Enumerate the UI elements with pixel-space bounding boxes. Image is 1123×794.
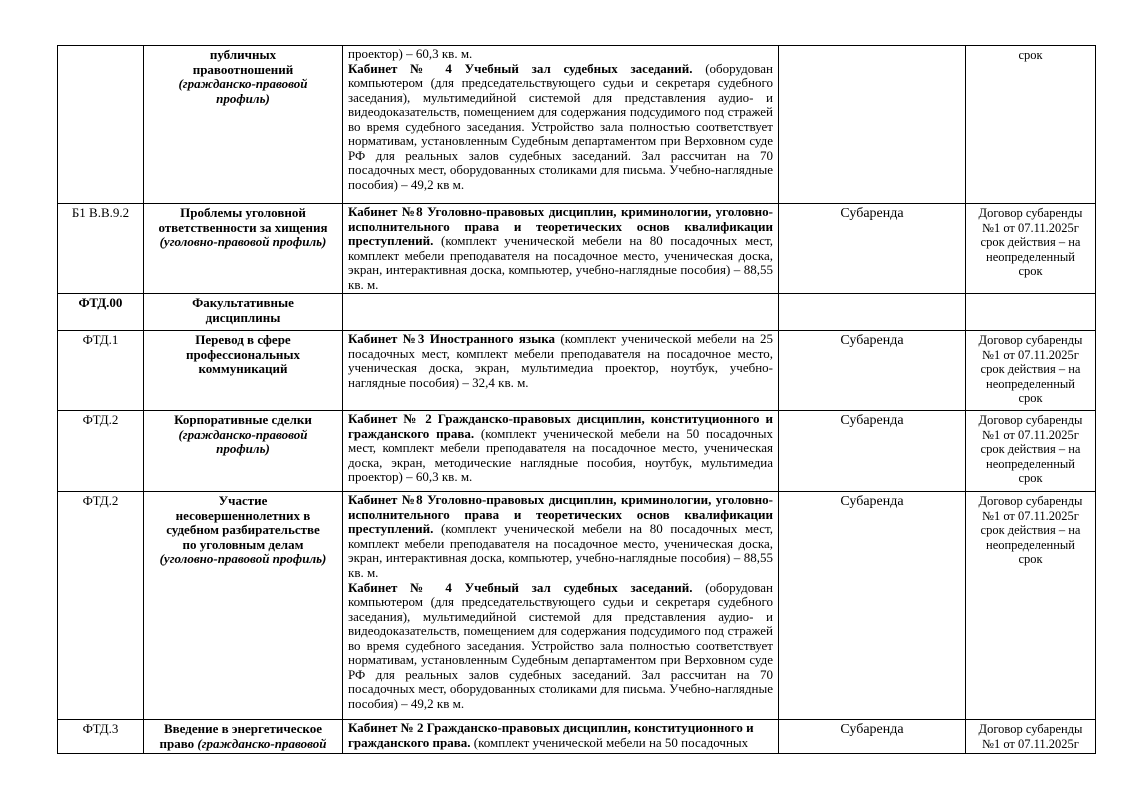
- table-row: [58, 46, 1096, 204]
- discipline-line: [148, 509, 338, 524]
- contract-line: срок действия – на: [980, 442, 1081, 457]
- discipline-text: (гражданско-правовой: [197, 735, 327, 751]
- discipline-text: профиль): [216, 90, 270, 106]
- cell-contract-document: [966, 492, 1096, 720]
- description-paragraph: [348, 736, 773, 751]
- contract-line: Договор субаренды: [978, 206, 1083, 220]
- cell-ownership-type: Субаренда: [779, 492, 966, 720]
- contract-line: неопределенный: [986, 376, 1075, 391]
- contract-line: Договор субаренды: [978, 413, 1083, 428]
- discipline-line: [148, 538, 338, 553]
- discipline-line: [148, 63, 338, 78]
- classroom-details: (оборудован компьютером (для председательствующего судьи и секретаря судебного заседания), мультимедийной системой для представления аудио- и видеодоказательств, помещением для содержания подсудимого под стражей во время судебного заседания. Устройство зала полностью соответствует нормативам, установленным Судебным департаментом при Верховном суде РФ для реальных залов судебных заседаний. Зал рассчитан на 70 посадочных мест, оборудованных столиками для письма. Учебно-наглядные пособия) – 49,2 кв м.: [348, 60, 773, 192]
- cell-discipline-code: Б1 В.В.9.2: [58, 204, 144, 294]
- cell-discipline-name: [144, 720, 343, 754]
- contract-line: срок: [1018, 391, 1043, 406]
- discipline-line: [148, 362, 338, 377]
- discipline-text: ответственности за хищения: [158, 219, 328, 235]
- classroom-details: (комплект ученической мебели на 80 посадочных мест, комплект мебели преподавателя на посадочное место, ученическая доска, экран, интерактивная доска, компьютер, учебно-наглядные пособия) – 88,55 кв. м.: [348, 233, 773, 292]
- discipline-line: [148, 48, 338, 63]
- description-paragraph: [348, 412, 773, 485]
- discipline-line: [148, 235, 338, 250]
- discipline-line: [148, 311, 338, 326]
- table-row: [58, 720, 1096, 754]
- contract-line: №1 от 07.11.2025г: [982, 736, 1079, 751]
- contract-line: №1 от 07.11.2025г: [982, 347, 1079, 362]
- cell-discipline-name: [144, 492, 343, 720]
- discipline-text: (уголовно-правовой профиль): [159, 551, 327, 567]
- discipline-text: Проблемы уголовной: [180, 205, 306, 220]
- classroom-title: Кабинет № 4 Учебный зал судебных заседаний.: [348, 579, 693, 595]
- contract-line: неопределенный: [986, 456, 1075, 471]
- discipline-text: профессиональных: [185, 346, 301, 362]
- cell-contract-document: [966, 331, 1096, 411]
- discipline-line: [148, 296, 338, 311]
- contract-line: Договор субаренды: [978, 722, 1083, 737]
- cell-classroom-description: [343, 411, 779, 492]
- description-paragraph: [348, 721, 773, 736]
- cell-contract-document: [966, 46, 1096, 204]
- contract-line: срок: [1018, 552, 1043, 567]
- discipline-line: [148, 77, 338, 92]
- contract-line: срок: [1018, 264, 1043, 278]
- discipline-line: [148, 348, 338, 363]
- discipline-line: [148, 722, 338, 737]
- discipline-text: правоотношений: [192, 61, 294, 77]
- contract-line: срок действия – на: [980, 235, 1081, 249]
- description-paragraph: [348, 493, 773, 580]
- contract-line: срок действия – на: [980, 523, 1081, 538]
- cell-discipline-code: [58, 46, 144, 204]
- contract-line: срок: [1018, 471, 1043, 486]
- discipline-text: (гражданско-правовой: [178, 426, 308, 442]
- classroom-title: Кабинет № 2 Гражданско-правовых дисциплин, конституционного и гражданского права.: [348, 411, 773, 441]
- cell-ownership-type: Субаренда: [779, 411, 966, 492]
- contract-line: неопределенный: [986, 537, 1075, 552]
- contract-line: №1 от 07.11.2025г: [982, 508, 1079, 523]
- discipline-line: [148, 442, 338, 457]
- classroom-title: Кабинет № 2 Гражданско-правовых дисциплин, конституционного и: [348, 720, 754, 736]
- discipline-text: судебном разбирательстве: [166, 522, 320, 538]
- cell-classroom-description: [343, 46, 779, 204]
- cell-classroom-description: [343, 294, 779, 331]
- discipline-text: коммуникаций: [198, 361, 288, 377]
- classroom-details: (комплект ученической мебели на 25 посадочных мест, комплект мебели преподавателя на посадочное место, ученическая доска, экран, мультимедиа проектор, ноутбук, учебно-наглядные пособия) – 32,4 кв. м.: [348, 331, 773, 390]
- contract-line: срок действия – на: [980, 362, 1081, 377]
- discipline-text: по уголовным делам: [182, 536, 304, 552]
- cell-classroom-description: [343, 720, 779, 754]
- contract-line: №1 от 07.11.2025г: [982, 220, 1079, 235]
- discipline-text: Корпоративные сделки: [174, 412, 312, 428]
- table-row: [58, 294, 1096, 331]
- cell-ownership-type: Субаренда: [779, 720, 966, 754]
- discipline-text: право: [159, 735, 198, 751]
- classroom-title: Кабинет №8 Уголовно-правовых дисциплин, криминологии, уголовно-исполнительного права и теоретических основ квалификации преступлений.: [348, 492, 773, 537]
- classroom-title: гражданского права.: [348, 734, 471, 750]
- discipline-text: профиль): [216, 441, 270, 457]
- cell-ownership-type: [779, 294, 966, 331]
- discipline-line: [148, 737, 338, 752]
- cell-ownership-type: Субаренда: [779, 331, 966, 411]
- facilities-table: [57, 45, 1096, 754]
- table-row: [58, 411, 1096, 492]
- classroom-details: (комплект ученической мебели на 80 посадочных мест, комплект мебели преподавателя на посадочное место, ученическая доска, экран, интерактивная доска, компьютер, учебно-наглядные пособия) – 88,55 кв. м.: [348, 521, 773, 581]
- cell-ownership-type: Субаренда: [779, 204, 966, 294]
- discipline-line: [148, 428, 338, 443]
- description-paragraph: [348, 205, 773, 292]
- classroom-details: (комплект ученической мебели на 50 посадочных: [470, 734, 749, 750]
- description-paragraph: [348, 62, 773, 193]
- classroom-details: (комплект ученической мебели на 50 посадочных мест, комплект мебели преподавателя на посадочное место, ученическая доска, экран, методические наглядные пособия, ноутбук, мультимедиа проектор) – 60,3 кв. м.: [348, 425, 773, 485]
- description-paragraph: [348, 47, 773, 62]
- cell-contract-document: [966, 204, 1096, 294]
- cell-discipline-code: ФТД.2: [58, 492, 144, 720]
- discipline-text: публичных: [209, 47, 277, 62]
- classroom-title: Кабинет №3 Иностранного языка: [348, 331, 556, 347]
- discipline-line: [148, 92, 338, 107]
- table-row: [58, 492, 1096, 720]
- description-paragraph: [348, 581, 773, 712]
- classroom-title: Кабинет № 4 Учебный зал судебных заседаний.: [348, 60, 693, 76]
- contract-line: №1 от 07.11.2025г: [982, 427, 1079, 442]
- cell-contract-document: [966, 411, 1096, 492]
- discipline-line: [148, 206, 338, 221]
- discipline-text: Перевод в сфере: [195, 332, 291, 348]
- contract-line: Договор субаренды: [978, 494, 1083, 509]
- discipline-line: [148, 221, 338, 236]
- cell-discipline-name: [144, 46, 343, 204]
- discipline-text: Введение в энергетическое: [163, 721, 322, 737]
- contract-line: неопределенный: [986, 249, 1075, 264]
- cell-contract-document: [966, 294, 1096, 331]
- discipline-line: [148, 552, 338, 567]
- discipline-text: (уголовно-правовой профиль): [159, 234, 327, 250]
- cell-discipline-name: [144, 294, 343, 331]
- cell-discipline-name: [144, 331, 343, 411]
- cell-ownership-type: [779, 46, 966, 204]
- discipline-text: дисциплины: [205, 309, 281, 325]
- cell-classroom-description: [343, 492, 779, 720]
- table-body: [58, 46, 1096, 754]
- classroom-title: Кабинет №8 Уголовно-правовых дисциплин, криминологии, уголовно-исполнительного права и теоретических основ квалификации преступлений.: [348, 204, 773, 249]
- discipline-text: Участие: [218, 493, 268, 509]
- discipline-text: (гражданско-правовой: [178, 76, 308, 92]
- table-row: [58, 331, 1096, 411]
- cell-classroom-description: [343, 204, 779, 294]
- cell-discipline-name: [144, 204, 343, 294]
- contract-line: срок: [1018, 48, 1043, 62]
- classroom-details: проектор) – 60,3 кв. м.: [348, 46, 473, 61]
- discipline-text: Факультативные: [192, 295, 294, 311]
- discipline-line: [148, 333, 338, 348]
- discipline-text: несовершеннолетних в: [175, 507, 311, 523]
- cell-discipline-name: [144, 411, 343, 492]
- cell-discipline-code: ФТД.3: [58, 720, 144, 754]
- cell-contract-document: [966, 720, 1096, 754]
- cell-discipline-code: ФТД.1: [58, 331, 144, 411]
- discipline-line: [148, 494, 338, 509]
- description-paragraph: [348, 332, 773, 390]
- cell-discipline-code: ФТД.2: [58, 411, 144, 492]
- classroom-details: (оборудован компьютером (для председательствующего судьи и секретаря судебного заседания), мультимедийной системой для представления аудио- и видеодоказательств, помещением для содержания подсудимого под стражей во время судебного заседания. Устройство зала полностью соответствует нормативам, установленным Судебным департаментом при Верховном суде РФ для реальных залов судебных заседаний. Зал рассчитан на 70 посадочных мест, оборудованных столиками для письма. Учебно-наглядные пособия) – 49,2 кв м.: [348, 579, 773, 711]
- cell-discipline-code: ФТД.00: [58, 294, 144, 331]
- cell-classroom-description: [343, 331, 779, 411]
- discipline-line: [148, 413, 338, 428]
- table-row: [58, 204, 1096, 294]
- contract-line: Договор субаренды: [978, 333, 1083, 348]
- discipline-line: [148, 523, 338, 538]
